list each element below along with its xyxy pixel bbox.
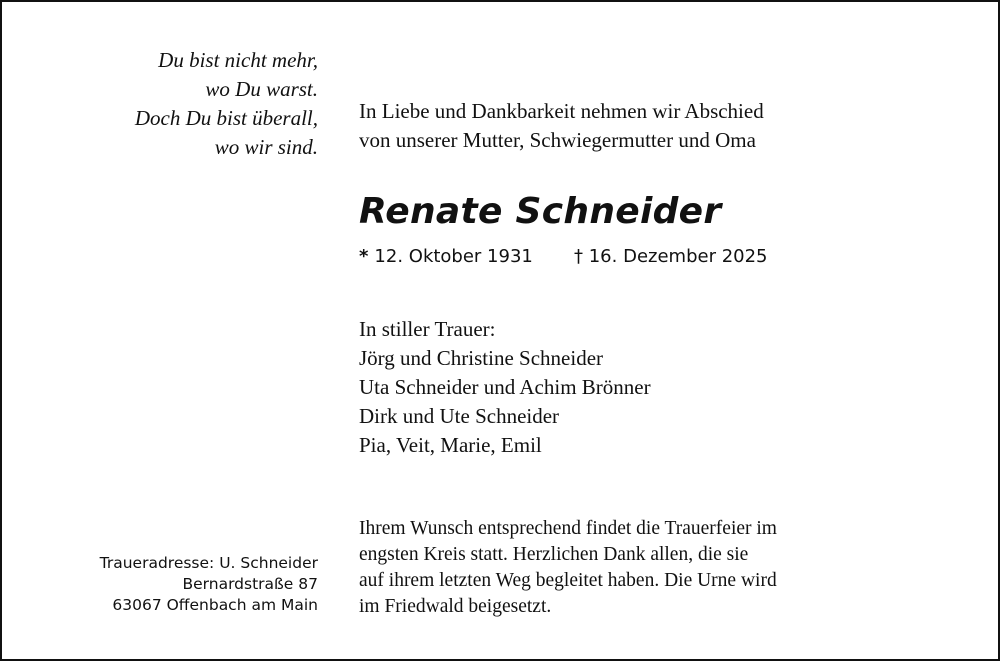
mourning-address [100, 553, 318, 616]
poem-line: wo wir sind. [214, 135, 318, 159]
life-dates [359, 244, 768, 270]
mourner-line: Uta Schneider und Achim Brönner [359, 375, 651, 399]
birth-date-group [359, 244, 574, 270]
mourners-list [359, 315, 651, 460]
mourner-line: Pia, Veit, Marie, Emil [359, 433, 542, 457]
address-line: Traueradresse: U. Schneider [99, 554, 318, 572]
poem-line: Doch Du bist überall, [134, 106, 318, 130]
poem-line: wo Du warst. [205, 77, 318, 101]
intro-line: In Liebe und Dankbarkeit nehmen wir Abschied [359, 99, 764, 123]
death-date: 16. Dezember 2025 [588, 246, 768, 267]
mourner-line: Jörg und Christine Schneider [359, 346, 604, 370]
address-line: Bernardstraße 87 [182, 575, 318, 593]
notice-line: Ihrem Wunsch entsprechend findet die Trauerfeier im [359, 518, 777, 539]
poem-line: Du bist nicht mehr, [158, 48, 318, 72]
intro-line: von unserer Mutter, Schwiegermutter und Oma [359, 128, 756, 152]
birth-star-icon: * [359, 246, 369, 267]
death-cross-icon: † [574, 246, 583, 267]
notice-line: im Friedwald beigesetzt. [359, 596, 552, 617]
notice-line: engsten Kreis statt. Herzlichen Dank allen, die sie [359, 544, 749, 565]
funeral-notice [359, 516, 777, 620]
death-date-group [574, 246, 768, 267]
mourners-heading: In stiller Trauer: [359, 317, 496, 341]
deceased-name: Renate Schneider [359, 191, 722, 232]
birth-date: 12. Oktober 1931 [374, 246, 533, 267]
notice-line: auf ihrem letzten Weg begleitet haben. Die Urne wird [359, 570, 777, 591]
poem [135, 46, 318, 162]
mourner-line: Dirk und Ute Schneider [359, 404, 560, 428]
intro-text [359, 97, 764, 155]
address-line: 63067 Offenbach am Main [112, 596, 318, 614]
